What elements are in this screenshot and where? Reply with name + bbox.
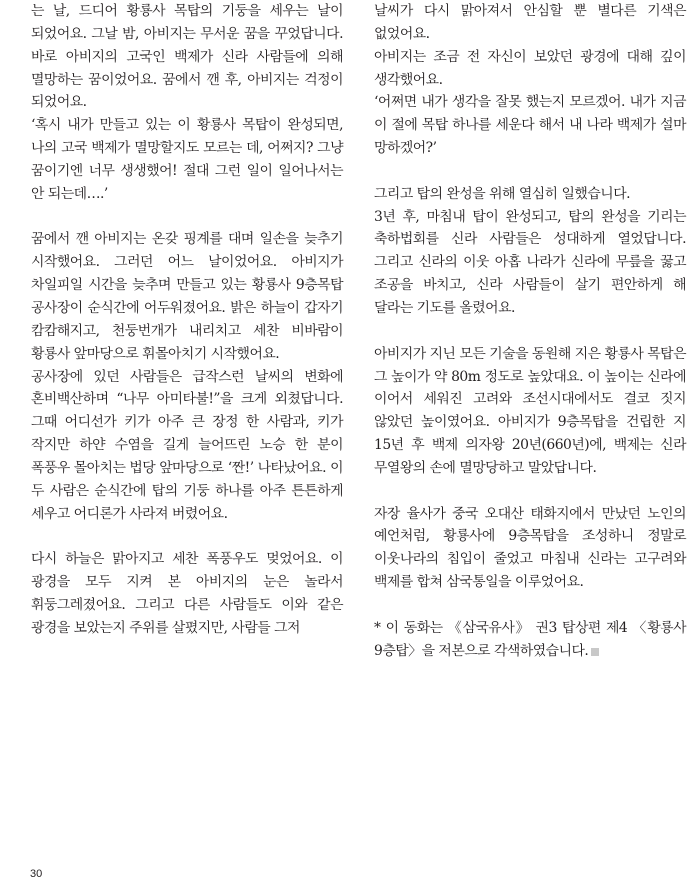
paragraph-text: 자장 율사가 중국 오대산 태화지에서 만났던 노인의 예언처럼, 황룡사에 9층목탑을 조성하니 정말로 이웃나라의 침입이 줄었고 마침내 신라는 고구려와 백제를 합쳐 삼국통일을 이루었어요. (374, 505, 686, 591)
right-paragraph (374, 503, 686, 594)
paragraph-text: ‘어쩌면 내가 생각을 잘못 했는지 모르겠어. 내가 지금 이 절에 목탑 하나를 세운다 해서 내 나라 백제가 설마 망하겠어?’ (374, 94, 686, 157)
left-paragraph (31, 366, 343, 526)
left-paragraph (31, 0, 343, 114)
left-column (31, 0, 343, 640)
paragraph-text: * 이 동화는 《삼국유사》 권3 탑상편 제4 〈황룡사 9층탑〉을 저본으로 각색하였습니다. (374, 619, 686, 659)
right-paragraph (374, 617, 686, 663)
left-paragraph (31, 228, 343, 365)
paragraph-text: 공사장에 있던 사람들은 급작스런 날씨의 변화에 혼비백산하며 “나무 아미타불!”을 크게 외쳤답니다. 그때 어디선가 키가 아주 큰 장정 한 사람과, 키가 작지만 하얀 수염을 길게 늘어뜨린 노승 한 분이 폭풍우 몰아치는 법당 앞마당으로 ‘짠!’ 나타났어요. 이 두 사람은 순식간에 탑의 기둥 하나를 아주 튼튼하게 세우고 어디론가 사라져 버렸어요. (31, 368, 343, 522)
left-paragraph (31, 114, 343, 205)
right-paragraph (374, 343, 686, 480)
paragraph-text: 날씨가 다시 맑아져서 안심할 뿐 별다른 기색은 없었어요. (374, 3, 686, 42)
end-mark-icon (591, 648, 599, 656)
right-column (374, 0, 686, 662)
paragraph-text: 아비지가 지닌 모든 기술을 동원해 지은 황룡사 목탑은 그 높이가 약 80m 정도로 높았대요. 이 높이는 신라에 이어서 세워진 고려와 조선시대에서도 결코 짓지 않았던 높이였어요. 아비지가 9층목탑을 건립한 지 15년 후 백제 의자왕 20년(660년)에, 백제는 신라 무열왕의 손에 멸망당하고 말았답니다. (374, 345, 686, 476)
right-paragraph (374, 91, 686, 160)
right-paragraph (374, 0, 686, 46)
right-paragraph (374, 206, 686, 320)
right-paragraph (374, 46, 686, 92)
paragraph-text: 3년 후, 마침내 탑이 완성되고, 탑의 완성을 기리는 축하법회를 신라 사람들은 성대하게 열었답니다. 그리고 신라의 이웃 아홉 나라가 신라에 무릎을 꿇고 조공을 바치고, 신라 사람들이 살기 편안하게 해 달라는 기도를 올렸어요. (374, 208, 686, 316)
paragraph-text: 그리고 탑의 완성을 위해 열심히 일했습니다. (374, 185, 631, 202)
paragraph-text: ‘혹시 내가 만들고 있는 이 황룡사 목탑이 완성되면, 나의 고국 백제가 멸망할지도 모르는 데, 어쩌지? 그냥 꿈이기엔 너무 생생했어! 절대 그런 일이 일어나서는 안 되는데….’ (31, 117, 343, 202)
page-number: 30 (30, 868, 43, 880)
paragraph-text: 는 날, 드디어 황룡사 목탑의 기둥을 세우는 날이 되었어요. 그날 밤, 아비지는 무서운 꿈을 꾸었답니다. 바로 아비지의 고국인 백제가 신라 사람들에 의해 멸망하는 꿈이었어요. 꿈에서 깬 후, 아비지는 걱정이 되었어요. (31, 3, 343, 111)
left-paragraph (31, 548, 343, 639)
right-paragraph (374, 183, 686, 206)
paragraph-text: 아비지는 조금 전 자신이 보았던 광경에 대해 깊이 생각했어요. (374, 48, 686, 88)
paragraph-text: 다시 하늘은 맑아지고 세찬 폭풍우도 멎었어요. 이 광경을 모두 지켜 본 아비지의 눈은 놀라서 휘둥그레졌어요. 그리고 다른 사람들도 이와 같은 광경을 보았는지 주위를 살폈지만, 사람들 그저 (31, 551, 343, 636)
paragraph-text: 꿈에서 깬 아비지는 온갖 핑계를 대며 일손을 늦추기 시작했어요. 그러던 어느 날이었어요. 아비지가 차일피일 시간을 늦추며 만들고 있는 황룡사 9층목탑 공사장이 순식간에 어두워졌어요. 밝은 하늘이 갑자기 캄캄해지고, 천둥번개가 내리치고 세찬 비바람이 황룡사 앞마당으로 휘몰아치기 시작했어요. (31, 231, 343, 362)
